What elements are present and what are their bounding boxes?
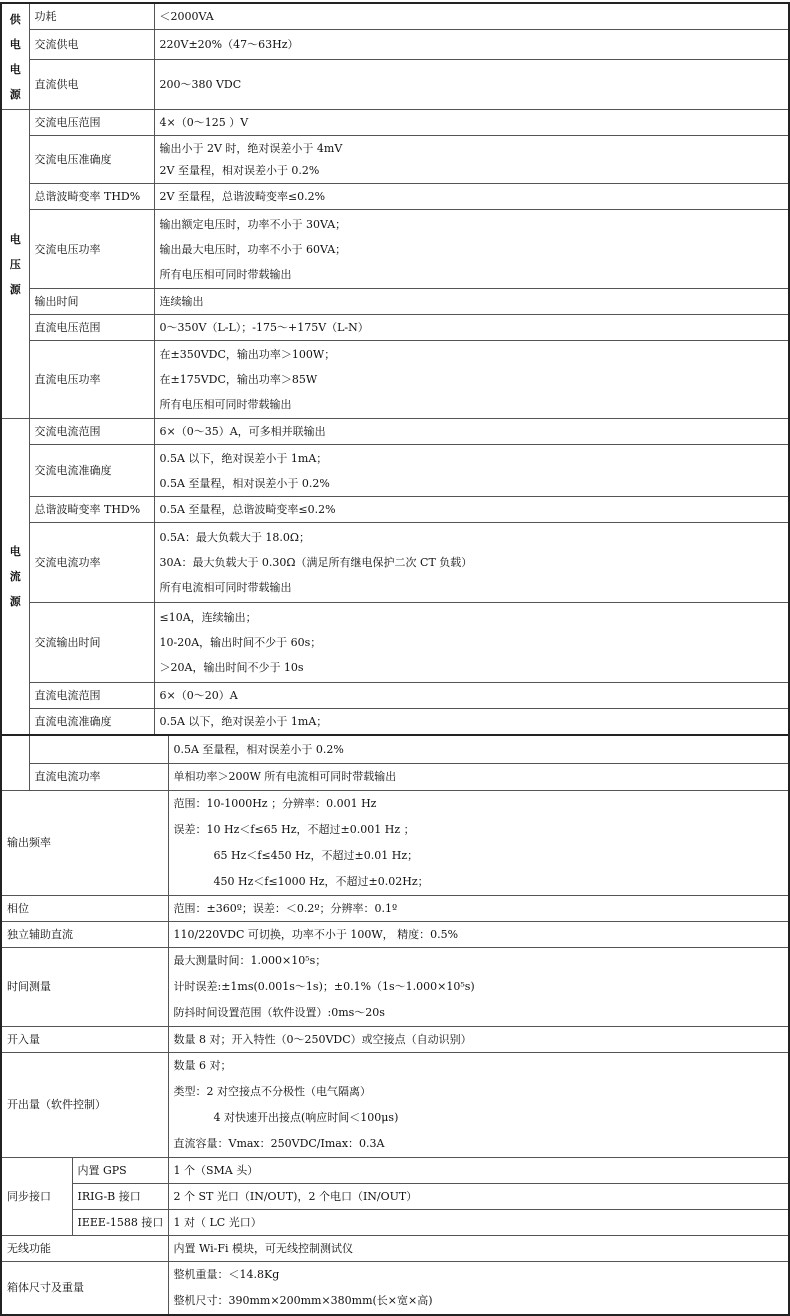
param-value: 6×（0～35）A，可多相并联输出 [154,419,789,445]
table-row [1,1157,789,1183]
table-row [1,947,789,1026]
table-row [1,523,789,603]
table-row [1,3,789,30]
param-value: 输出小于 2V 时，绝对误差小于 4mV 2V 至量程，相对误差小于 0.2% [154,136,789,184]
table-row [1,110,789,136]
param-value: 输出额定电压时，功率不小于 30VA； 输出最大电压时，功率不小于 60VA； 所有电压相可同时带载输出 [154,210,789,289]
param-value: 整机重量：＜14.8Kg 整机尺寸：390mm×200mm×380mm(长×宽×高) [168,1261,789,1315]
param-name: 交流电压准确度 [29,136,154,184]
param-name: 开出量（软件控制） [1,1052,168,1157]
param-name: 直流电流准确度 [29,709,154,736]
param-value: 数量 8 对；开入特性（0～250VDC）或空接点（自动识别） [168,1026,789,1052]
param-value: 200～380 VDC [154,60,789,110]
param-value: 2V 至量程，总谐波畸变率≤0.2% [154,184,789,210]
param-value: 单相功率＞200W 所有电流相可同时带载输出 [168,763,789,790]
param-value: 连续输出 [154,289,789,315]
param-name: 总谐波畸变率 THD% [29,497,154,523]
table-row [1,763,789,790]
table-row [1,497,789,523]
table-row [1,1183,789,1209]
param-name: 交流电流功率 [29,523,154,603]
param-name: 直流电压功率 [29,341,154,419]
table-row [1,184,789,210]
param-value: 4×（0～125 ）V [154,110,789,136]
table-row [1,735,789,763]
param-name: 独立辅助直流 [1,921,168,947]
param-name: 相位 [1,895,168,921]
table-row [1,790,789,895]
table-row [1,1026,789,1052]
table-row [1,30,789,60]
param-name: 输出时间 [29,289,154,315]
spec-table-bottom [0,734,790,1316]
param-value: 0.5A 以下，绝对误差小于 1mA； 0.5A 至量程，相对误差小于 0.2% [154,445,789,497]
table-row [1,1235,789,1261]
param-value: 0.5A 至量程，总谐波畸变率≤0.2% [154,497,789,523]
param-value: ≤10A，连续输出； 10-20A，输出时间不少于 60s； ＞20A，输出时间不少于 10s [154,603,789,683]
param-name: 交流电流准确度 [29,445,154,497]
spec-table-top [0,2,790,736]
param-name: 交流电压范围 [29,110,154,136]
table-row [1,1052,789,1157]
param-value: 2 个 ST 光口（IN/OUT)，2 个电口（IN/OUT） [168,1183,789,1209]
category-current-source: 电 流 源 [1,419,29,736]
param-name: 直流电流功率 [29,763,168,790]
param-value: 内置 Wi-Fi 模块，可无线控制测试仪 [168,1235,789,1261]
table-row [1,419,789,445]
param-value: 1 个（SMA 头） [168,1157,789,1183]
param-name: 直流电压范围 [29,315,154,341]
table-row [1,445,789,497]
category-power-supply: 供 电 电 源 [1,3,29,110]
table-row [1,1209,789,1235]
param-name: 箱体尺寸及重量 [1,1261,168,1315]
param-value: 数量 6 对； 类型：2 对空接点不分极性（电气隔离） 4 对快速开出接点(响应时间＜100μs) 直流容量：Vmax：250VDC/Imax：0.3A [168,1052,789,1157]
param-value: 110/220VDC 可切换，功率不小于 100W， 精度：0.5% [168,921,789,947]
param-subname: IEEE-1588 接口 [72,1209,168,1235]
table-row [1,210,789,289]
param-value: 220V±20%（47～63Hz） [154,30,789,60]
table-row [1,289,789,315]
table-row [1,315,789,341]
table-row [1,921,789,947]
param-value: 6×（0～20）A [154,683,789,709]
table-row [1,136,789,184]
param-name: 总谐波畸变率 THD% [29,184,154,210]
param-value: 范围：10-1000Hz ；分辨率：0.001 Hz 误差：10 Hz＜f≤65 Hz，不超过±0.001 Hz ； 65 Hz＜f≤450 Hz，不超过±0.01 Hz； 450 Hz＜f≤1000 Hz，不超过±0.02Hz； [168,790,789,895]
table-row [1,60,789,110]
param-name: 无线功能 [1,1235,168,1261]
param-value: 在±350VDC，输出功率＞100W； 在±175VDC，输出功率＞85W 所有电压相可同时带载输出 [154,341,789,419]
param-name: 功耗 [29,3,154,30]
param-name-empty [29,735,168,763]
param-value: ＜2000VA [154,3,789,30]
table-row [1,709,789,736]
param-subname: IRIG-B 接口 [72,1183,168,1209]
table-row [1,1261,789,1315]
table-row [1,603,789,683]
param-name: 交流电压功率 [29,210,154,289]
table-row [1,341,789,419]
param-name: 输出频率 [1,790,168,895]
table-row [1,683,789,709]
param-value: 最大测量时间：1.000×10⁵s； 计时误差:±1ms(0.001s～1s)；±0.1%（1s～1.000×10⁵s) 防抖时间设置范围（软件设置）:0ms～20s [168,947,789,1026]
param-name: 交流供电 [29,30,154,60]
param-value: 0.5A 至量程，相对误差小于 0.2% [168,735,789,763]
category-voltage-source: 电 压 源 [1,110,29,419]
param-name: 开入量 [1,1026,168,1052]
param-value: 0.5A 以下，绝对误差小于 1mA； [154,709,789,736]
param-name: 交流输出时间 [29,603,154,683]
param-subname: 内置 GPS [72,1157,168,1183]
param-name: 直流供电 [29,60,154,110]
param-value: 1 对（ LC 光口） [168,1209,789,1235]
param-name: 时间测量 [1,947,168,1026]
param-name: 交流电流范围 [29,419,154,445]
param-name: 同步接口 [1,1157,72,1235]
param-value: 范围：±360º；误差：＜0.2º；分辨率：0.1º [168,895,789,921]
param-value: 0～350V（L-L）；-175～+175V（L-N） [154,315,789,341]
param-value: 0.5A：最大负载大于 18.0Ω； 30A：最大负载大于 0.30Ω（满足所有继电保护二次 CT 负载） 所有电流相可同时带载输出 [154,523,789,603]
table-row [1,895,789,921]
param-name: 直流电流范围 [29,683,154,709]
category-cell-empty [1,735,29,790]
